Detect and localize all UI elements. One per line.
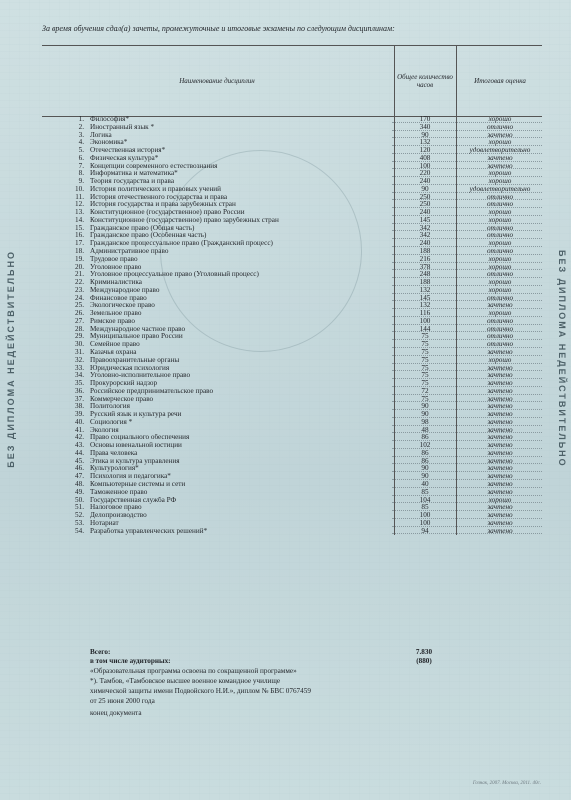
hours-cell: 216 bbox=[394, 256, 455, 264]
grade-cell: отлично bbox=[456, 318, 543, 326]
row-number: 19. bbox=[75, 254, 84, 263]
grade-cell: хорошо bbox=[456, 116, 543, 124]
hours-cell: 90 bbox=[394, 186, 455, 194]
side-text-left: БЕЗ ДИПЛОМА НЕДЕЙСТВИТЕЛЬНО bbox=[6, 250, 16, 468]
row-number: 32. bbox=[75, 355, 84, 364]
hours-cell: 75 bbox=[394, 349, 455, 357]
row-number: 41. bbox=[75, 425, 84, 434]
grade-cell: хорошо bbox=[456, 264, 543, 272]
note-4: от 25 июня 2000 года bbox=[90, 697, 155, 705]
hours-cell: 90 bbox=[394, 465, 455, 473]
hours-cell: 75 bbox=[394, 365, 455, 373]
row-number: 10. bbox=[75, 184, 84, 193]
row-number: 48. bbox=[75, 479, 84, 488]
table-row bbox=[42, 333, 542, 341]
row-number: 36. bbox=[75, 386, 84, 395]
hours-cell: 144 bbox=[394, 326, 455, 334]
discipline-name: Административное право bbox=[90, 248, 169, 256]
grade-cell: отлично bbox=[456, 333, 543, 341]
table-row bbox=[42, 481, 542, 489]
discipline-name: Конституционное (государственное) право России bbox=[90, 209, 245, 217]
discipline-name: Семейное право bbox=[90, 341, 140, 349]
hours-cell: 145 bbox=[394, 217, 455, 225]
hours-cell: 240 bbox=[394, 240, 455, 248]
discipline-name: Международное право bbox=[90, 286, 160, 294]
grade-cell: зачтено bbox=[456, 163, 543, 171]
grade-cell: зачтено bbox=[456, 481, 543, 489]
side-text-right: БЕЗ ДИПЛОМА НЕДЕЙСТВИТЕЛЬНО bbox=[557, 250, 567, 468]
hours-cell: 340 bbox=[394, 124, 455, 132]
col-hours-header: Общее количество часов bbox=[394, 46, 455, 116]
table-row bbox=[42, 403, 542, 411]
row-number: 6. bbox=[78, 153, 84, 162]
table-row bbox=[42, 186, 542, 194]
row-number: 37. bbox=[75, 394, 84, 403]
hours-cell: 104 bbox=[394, 497, 455, 505]
grade-cell: отлично bbox=[456, 271, 543, 279]
hours-cell: 378 bbox=[394, 264, 455, 272]
grade-cell: отлично bbox=[456, 225, 543, 233]
hours-cell: 170 bbox=[394, 116, 455, 124]
discipline-name: Компьютерные системы и сети bbox=[90, 480, 186, 488]
hours-cell: 342 bbox=[394, 225, 455, 233]
table-row bbox=[42, 504, 542, 512]
row-number: 35. bbox=[75, 379, 84, 388]
grade-cell: зачтено bbox=[456, 419, 543, 427]
discipline-name: Финансовое право bbox=[90, 294, 147, 302]
table-row bbox=[42, 372, 542, 380]
grade-cell: зачтено bbox=[456, 489, 543, 497]
discipline-name: Государственная служба РФ bbox=[90, 496, 177, 504]
grade-cell: зачтено bbox=[456, 155, 543, 163]
grade-cell: отлично bbox=[456, 232, 543, 240]
discipline-name: Российское предпринимательское право bbox=[90, 387, 214, 395]
hours-cell: 90 bbox=[394, 473, 455, 481]
hours-cell: 90 bbox=[394, 411, 455, 419]
discipline-name: Концепции современного естествознания bbox=[90, 162, 218, 170]
row-number: 45. bbox=[75, 456, 84, 465]
row-number: 47. bbox=[75, 472, 84, 481]
row-number: 18. bbox=[75, 247, 84, 256]
table-row bbox=[42, 442, 542, 450]
grade-cell: хорошо bbox=[456, 217, 543, 225]
table-row bbox=[42, 411, 542, 419]
discipline-name: Информатика и математика* bbox=[90, 170, 178, 178]
table-row bbox=[42, 155, 542, 163]
table-row bbox=[42, 279, 542, 287]
hours-cell: 75 bbox=[394, 341, 455, 349]
row-number: 2. bbox=[78, 122, 84, 131]
grade-cell: зачтено bbox=[456, 512, 543, 520]
hours-cell: 220 bbox=[394, 170, 455, 178]
end-of-document: конец документа bbox=[90, 709, 142, 717]
discipline-name: Муниципальное право России bbox=[90, 333, 183, 341]
table-row bbox=[42, 365, 542, 373]
grade-cell: хорошо bbox=[456, 209, 543, 217]
discipline-name: Международное частное право bbox=[90, 325, 186, 333]
discipline-name: Правоохранительные органы bbox=[90, 356, 180, 364]
table-row bbox=[42, 302, 542, 310]
grade-cell: зачтено bbox=[456, 450, 543, 458]
discipline-name: Римское право bbox=[90, 317, 135, 325]
grade-cell: хорошо bbox=[456, 287, 543, 295]
hours-cell: 40 bbox=[394, 481, 455, 489]
discipline-name: Уголовно-исполнительное право bbox=[90, 372, 191, 380]
hours-cell: 188 bbox=[394, 279, 455, 287]
hours-cell: 86 bbox=[394, 458, 455, 466]
table-row bbox=[42, 388, 542, 396]
row-number: 49. bbox=[75, 487, 84, 496]
grade-cell: зачтено bbox=[456, 473, 543, 481]
table-row bbox=[42, 209, 542, 217]
hours-cell: 132 bbox=[394, 139, 455, 147]
hours-cell: 188 bbox=[394, 248, 455, 256]
row-number: 51. bbox=[75, 503, 84, 512]
grade-cell: зачтено bbox=[456, 388, 543, 396]
grade-cell: отлично bbox=[456, 201, 543, 209]
row-number: 14. bbox=[75, 215, 84, 224]
row-number: 26. bbox=[75, 309, 84, 318]
hours-cell: 75 bbox=[394, 333, 455, 341]
row-number: 50. bbox=[75, 495, 84, 504]
grade-cell: зачтено bbox=[456, 427, 543, 435]
row-number: 11. bbox=[75, 192, 84, 201]
row-number: 21. bbox=[75, 270, 84, 279]
discipline-name: Экологическое право bbox=[90, 302, 155, 310]
grade-cell: удовлетворительно bbox=[456, 186, 543, 194]
hours-cell: 90 bbox=[394, 403, 455, 411]
table-row bbox=[42, 147, 542, 155]
discipline-name: Уголовное право bbox=[90, 263, 142, 271]
discipline-name: Налоговое право bbox=[90, 504, 142, 512]
row-number: 27. bbox=[75, 316, 84, 325]
discipline-name: Делопроизводство bbox=[90, 512, 147, 520]
row-number: 13. bbox=[75, 208, 84, 217]
hours-cell: 94 bbox=[394, 528, 455, 536]
note-1: «Образовательная программа освоена по сокращенной программе» bbox=[90, 667, 297, 675]
grade-cell: зачтено bbox=[456, 442, 543, 450]
table-row bbox=[42, 163, 542, 171]
grade-cell: хорошо bbox=[456, 279, 543, 287]
discipline-name: Гражданское право (Общая часть) bbox=[90, 224, 195, 232]
discipline-name: Этика и культура управления bbox=[90, 457, 180, 465]
row-number: 4. bbox=[78, 138, 84, 147]
row-number: 43. bbox=[75, 441, 84, 450]
grade-cell: удовлетворительно bbox=[456, 147, 543, 155]
total-label: Всего: bbox=[90, 648, 111, 656]
discipline-name: Политология bbox=[90, 403, 130, 411]
grade-cell: зачтено bbox=[456, 504, 543, 512]
discipline-name: Разработка управленческих решений* bbox=[90, 527, 208, 535]
heading: За время обучения сдал(а) зачеты, промежуточные и итоговые экзамены по следующим дисциплинам: bbox=[42, 24, 395, 33]
table-row bbox=[42, 264, 542, 272]
grade-cell: отлично bbox=[456, 248, 543, 256]
grade-cell: отлично bbox=[456, 124, 543, 132]
row-number: 1. bbox=[78, 115, 84, 123]
discipline-name: История отечественного государства и права bbox=[90, 193, 228, 201]
discipline-name: Философия* bbox=[90, 116, 130, 123]
hours-cell: 240 bbox=[394, 178, 455, 186]
printer-footer: Гознак, 2007. Москва, 2011. 40с. bbox=[472, 781, 541, 786]
discipline-name: Права человека bbox=[90, 449, 138, 457]
hours-cell: 85 bbox=[394, 489, 455, 497]
grade-cell: зачтено bbox=[456, 302, 543, 310]
grade-cell: зачтено bbox=[456, 465, 543, 473]
grade-cell: хорошо bbox=[456, 170, 543, 178]
hours-cell: 342 bbox=[394, 232, 455, 240]
hours-cell: 240 bbox=[394, 209, 455, 217]
table-row bbox=[42, 497, 542, 505]
discipline-name: Экономика* bbox=[90, 139, 128, 147]
table-row bbox=[42, 512, 542, 520]
table-row bbox=[42, 194, 542, 202]
row-number: 52. bbox=[75, 511, 84, 520]
grade-cell: отлично bbox=[456, 341, 543, 349]
discipline-name: Прокурорский надзор bbox=[90, 380, 158, 388]
hours-cell: 100 bbox=[394, 520, 455, 528]
table-row bbox=[42, 225, 542, 233]
table-row bbox=[42, 419, 542, 427]
row-number: 5. bbox=[78, 146, 84, 155]
table-row bbox=[42, 326, 542, 334]
hours-cell: 85 bbox=[394, 504, 455, 512]
row-number: 24. bbox=[75, 293, 84, 302]
grade-cell: зачтено bbox=[456, 403, 543, 411]
hours-cell: 86 bbox=[394, 450, 455, 458]
total-value: 7.830 bbox=[415, 648, 433, 656]
grade-cell: зачтено bbox=[456, 458, 543, 466]
grade-cell: хорошо bbox=[456, 178, 543, 186]
discipline-name: Культурология* bbox=[90, 465, 139, 473]
grade-cell: отлично bbox=[456, 326, 543, 334]
table-row bbox=[42, 318, 542, 326]
row-number: 38. bbox=[75, 402, 84, 411]
grade-cell: зачтено bbox=[456, 520, 543, 528]
table-row bbox=[42, 489, 542, 497]
discipline-name: Физическая культура* bbox=[90, 154, 159, 162]
hours-cell: 48 bbox=[394, 427, 455, 435]
discipline-name: Русский язык и культура речи bbox=[90, 411, 182, 419]
table-row bbox=[42, 295, 542, 303]
grade-cell: отлично bbox=[456, 194, 543, 202]
row-number: 33. bbox=[75, 363, 84, 372]
aud-label: в том числе аудиторных: bbox=[90, 657, 171, 665]
grade-cell: зачтено bbox=[456, 365, 543, 373]
row-number: 22. bbox=[75, 278, 84, 287]
hours-cell: 98 bbox=[394, 419, 455, 427]
table-row bbox=[42, 465, 542, 473]
table-row bbox=[42, 217, 542, 225]
table-row bbox=[42, 256, 542, 264]
row-number: 44. bbox=[75, 448, 84, 457]
table-row bbox=[42, 427, 542, 435]
grade-cell: хорошо bbox=[456, 240, 543, 248]
discipline-name: Казачья охрана bbox=[90, 348, 137, 356]
row-number: 53. bbox=[75, 518, 84, 527]
row-number: 46. bbox=[75, 464, 84, 473]
hours-cell: 120 bbox=[394, 147, 455, 155]
row-number: 25. bbox=[75, 301, 84, 310]
table-row bbox=[42, 458, 542, 466]
discipline-name: Психология и педагогика* bbox=[90, 473, 171, 481]
table-row bbox=[42, 178, 542, 186]
discipline-name: Иностранный язык * bbox=[90, 123, 155, 131]
grade-cell: хорошо bbox=[456, 310, 543, 318]
discipline-name: Отечественная история* bbox=[90, 147, 166, 155]
grade-cell: отлично bbox=[456, 295, 543, 303]
row-number: 8. bbox=[78, 169, 84, 178]
hours-cell: 102 bbox=[394, 442, 455, 450]
discipline-name: История государства и права зарубежных стран bbox=[90, 201, 236, 209]
discipline-name: Земельное право bbox=[90, 310, 142, 318]
discipline-name: Уголовное процессуальное право (Уголовный процесс) bbox=[90, 271, 259, 279]
discipline-name: Конституционное (государственное) право зарубежных стран bbox=[90, 216, 279, 224]
hours-cell: 116 bbox=[394, 310, 455, 318]
table-row bbox=[42, 434, 542, 442]
hours-cell: 75 bbox=[394, 372, 455, 380]
table-row bbox=[42, 271, 542, 279]
aud-value: (880) bbox=[416, 657, 432, 665]
table-row bbox=[42, 170, 542, 178]
table-row bbox=[42, 450, 542, 458]
grade-cell: зачтено bbox=[456, 380, 543, 388]
row-number: 40. bbox=[75, 417, 84, 426]
hours-cell: 248 bbox=[394, 271, 455, 279]
table-row bbox=[42, 201, 542, 209]
table-row bbox=[42, 528, 542, 536]
hours-cell: 408 bbox=[394, 155, 455, 163]
grade-cell: зачтено bbox=[456, 132, 543, 140]
col-name-header: Наименование дисциплин bbox=[179, 77, 255, 85]
hours-cell: 250 bbox=[394, 201, 455, 209]
discipline-name: Коммерческое право bbox=[90, 395, 154, 403]
row-number: 7. bbox=[78, 161, 84, 170]
row-number: 54. bbox=[75, 526, 84, 535]
hours-cell: 90 bbox=[394, 132, 455, 140]
discipline-name: Право социального обеспечения bbox=[90, 434, 190, 442]
table-row bbox=[42, 310, 542, 318]
discipline-name: Гражданское право (Особенная часть) bbox=[90, 232, 207, 240]
note-2: *). Тамбов, «Тамбовское высшее военное командное училище bbox=[90, 677, 281, 685]
table-row bbox=[42, 116, 542, 124]
discipline-name: Основы ювенальной юстиции bbox=[90, 442, 182, 450]
table-row bbox=[42, 248, 542, 256]
row-number: 30. bbox=[75, 340, 84, 349]
table-row bbox=[42, 473, 542, 481]
row-number: 31. bbox=[75, 347, 84, 356]
grade-cell: зачтено bbox=[456, 411, 543, 419]
hours-cell: 86 bbox=[394, 434, 455, 442]
row-number: 15. bbox=[75, 223, 84, 232]
hours-cell: 132 bbox=[394, 287, 455, 295]
grade-cell: хорошо bbox=[456, 139, 543, 147]
discipline-name: Нотариат bbox=[90, 519, 119, 527]
discipline-name: Таможенное право bbox=[90, 488, 148, 496]
table-row bbox=[42, 132, 542, 140]
discipline-name: Гражданское процессуальное право (Гражданский процесс) bbox=[90, 240, 273, 248]
grade-cell: хорошо bbox=[456, 497, 543, 505]
row-number: 12. bbox=[75, 200, 84, 209]
table-row bbox=[42, 232, 542, 240]
row-number: 9. bbox=[78, 177, 84, 186]
grade-cell: хорошо bbox=[456, 256, 543, 264]
note-3: химической защиты имени Подвойского Н.И.», диплом № БВС 0767459 bbox=[90, 687, 311, 695]
table-row bbox=[42, 357, 542, 365]
table-row bbox=[42, 240, 542, 248]
row-number: 42. bbox=[75, 433, 84, 442]
row-number: 3. bbox=[78, 130, 84, 139]
row-number: 16. bbox=[75, 231, 84, 240]
table-row bbox=[42, 124, 542, 132]
table-row bbox=[42, 341, 542, 349]
row-number: 28. bbox=[75, 324, 84, 333]
hours-cell: 72 bbox=[394, 388, 455, 396]
hours-cell: 132 bbox=[394, 302, 455, 310]
table-row bbox=[42, 349, 542, 357]
hours-cell: 100 bbox=[394, 512, 455, 520]
hours-cell: 75 bbox=[394, 396, 455, 404]
row-number: 20. bbox=[75, 262, 84, 271]
table-row bbox=[42, 380, 542, 388]
discipline-name: История политических и правовых учений bbox=[90, 185, 221, 193]
hours-cell: 250 bbox=[394, 194, 455, 202]
discipline-name: Экология bbox=[90, 426, 119, 434]
row-number: 34. bbox=[75, 371, 84, 380]
table-row bbox=[42, 287, 542, 295]
grade-cell: хорошо bbox=[456, 357, 543, 365]
discipline-table bbox=[42, 116, 542, 535]
discipline-name: Социология * bbox=[90, 418, 133, 426]
grade-cell: зачтено bbox=[456, 349, 543, 357]
grade-cell: зачтено bbox=[456, 396, 543, 404]
table-header bbox=[42, 45, 542, 117]
hours-cell: 100 bbox=[394, 318, 455, 326]
discipline-name: Юридическая психология bbox=[90, 364, 170, 372]
row-number: 29. bbox=[75, 332, 84, 341]
row-number: 17. bbox=[75, 239, 84, 248]
discipline-name: Теория государства и права bbox=[90, 178, 175, 186]
grade-cell: зачтено bbox=[456, 434, 543, 442]
grade-cell: зачтено bbox=[456, 528, 543, 536]
table-row bbox=[42, 396, 542, 404]
hours-cell: 100 bbox=[394, 163, 455, 171]
col-grade-header: Итоговая оценка bbox=[456, 46, 543, 116]
hours-cell: 75 bbox=[394, 380, 455, 388]
discipline-name: Трудовое право bbox=[90, 255, 138, 263]
grade-cell: зачтено bbox=[456, 372, 543, 380]
row-number: 23. bbox=[75, 285, 84, 294]
hours-cell: 145 bbox=[394, 295, 455, 303]
discipline-name: Криминалистика bbox=[90, 279, 142, 287]
table-row bbox=[42, 139, 542, 147]
row-number: 39. bbox=[75, 410, 84, 419]
hours-cell: 75 bbox=[394, 357, 455, 365]
table-row bbox=[42, 520, 542, 528]
discipline-name: Логика bbox=[90, 131, 112, 139]
